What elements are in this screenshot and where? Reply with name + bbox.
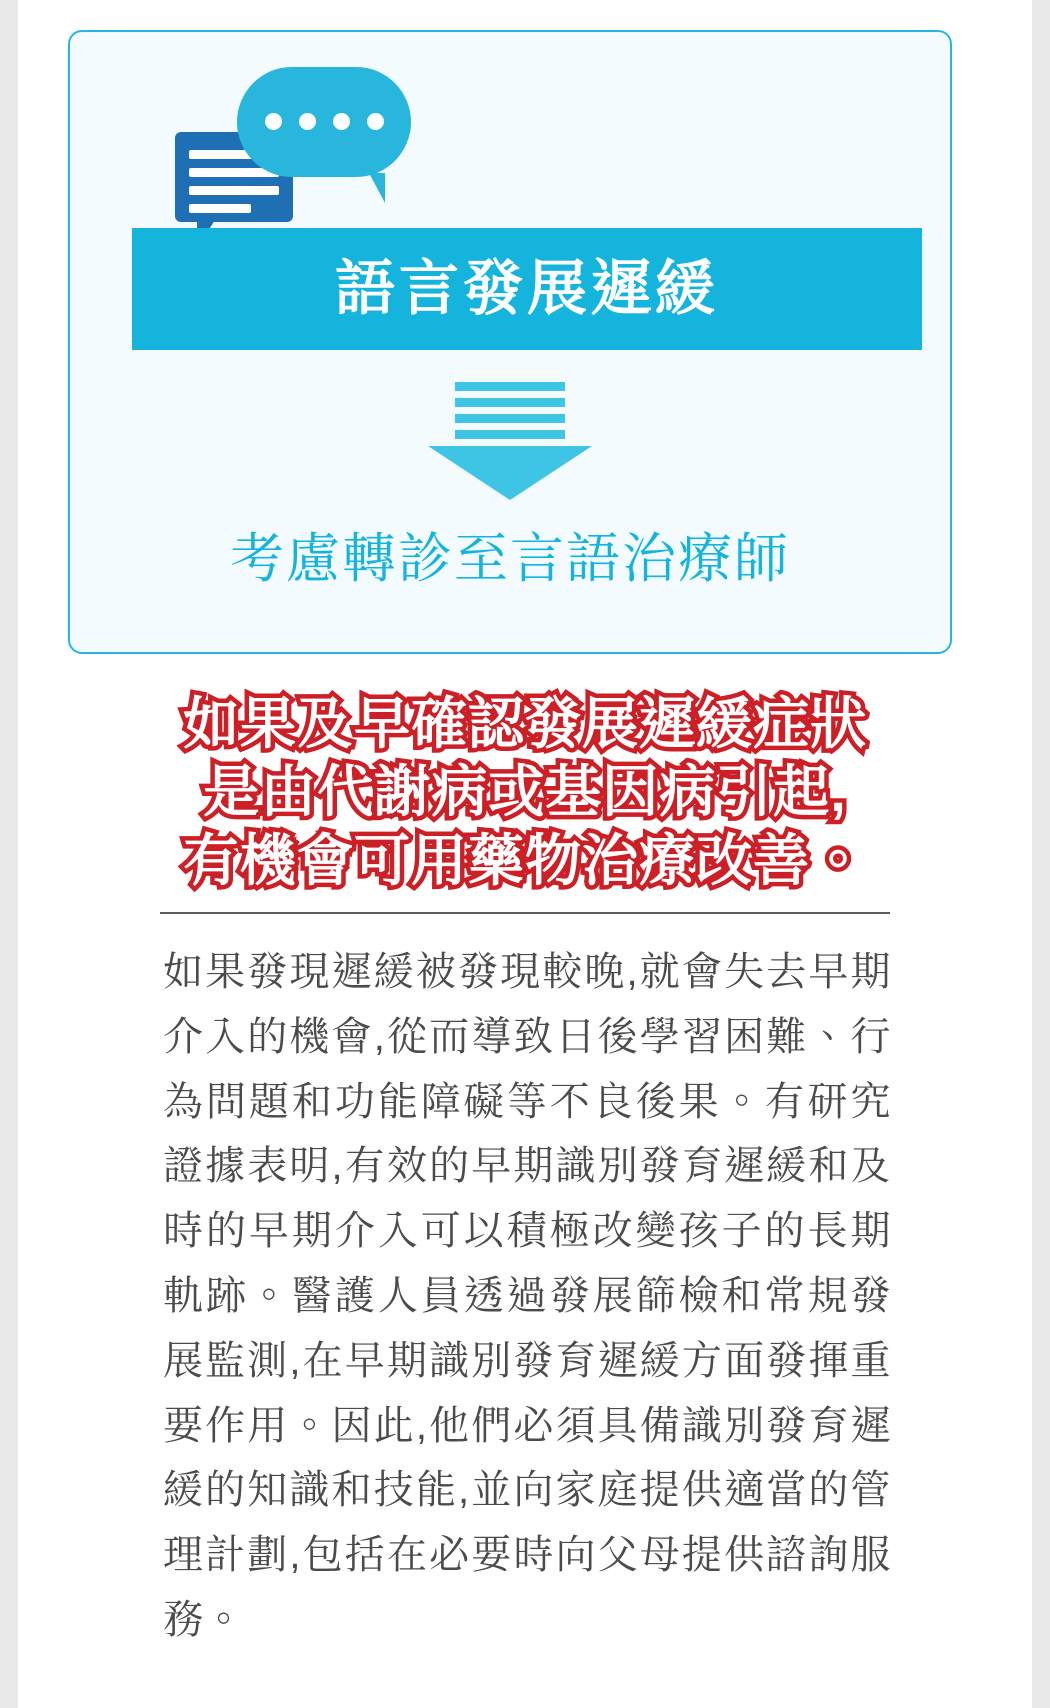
referral-card (68, 30, 952, 654)
card-title-band (132, 228, 922, 350)
headline (18, 690, 1032, 895)
card-title: 語言發展遲緩 (335, 255, 719, 322)
headline-line-3: 有機會可用藥物治療改善。 (183, 828, 867, 892)
page-canvas (18, 0, 1032, 1708)
body-paragraph: 如果發現遲緩被發現較晚,就會失去早期介入的機會,從而導致日後學習困難、行為問題和功能障礙等不良後果。有研究證據表明,有效的早期識別發育遲緩和及時的早期介入可以積極改變孩子的長期軌跡。醫護人員透過發展篩檢和常規發展監測,在早期識別發育遲緩方面發揮重要作用。因此,他們必須具備識別發育遲緩的知識和技能,並向家庭提供適當的管理計劃,包括在必要時向父母提供諮詢服務。 (163, 950, 891, 1642)
card-subtitle: 考慮轉診至言語治療師 (230, 529, 790, 589)
headline-line-2: 是由代謝病或基因病引起, (203, 760, 847, 824)
headline-line-1: 如果及早確認發展遲緩症狀 (183, 692, 867, 755)
light-speech-bubble-icon (237, 67, 411, 177)
down-arrow-icon (70, 382, 950, 512)
divider (160, 912, 890, 914)
